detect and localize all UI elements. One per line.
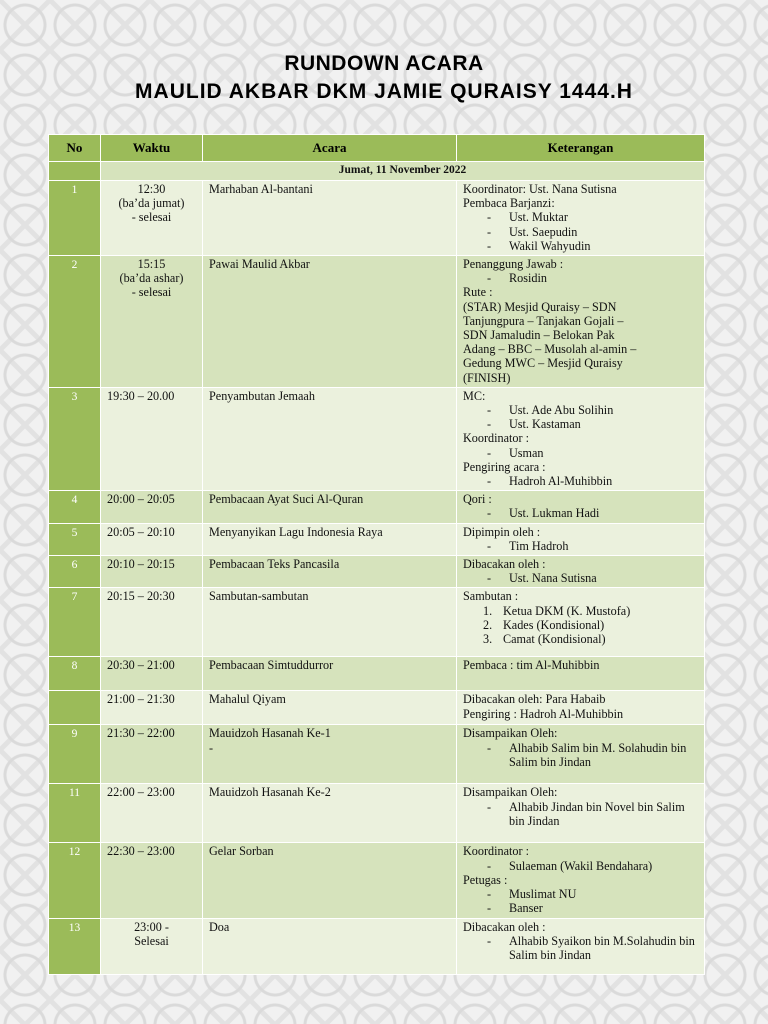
table-row — [49, 387, 705, 490]
keterangan-list-item — [463, 604, 698, 618]
row-number: 13 — [49, 918, 101, 974]
waktu-line: 20:15 – 20:30 — [107, 589, 175, 604]
row-waktu — [101, 491, 203, 523]
waktu-line: 20:30 – 21:00 — [107, 658, 175, 673]
list-number: 3. — [483, 632, 493, 647]
waktu-line: (ba’da ashar) — [119, 271, 184, 286]
row-keterangan — [457, 523, 705, 555]
keterangan-list-item — [463, 934, 698, 962]
document-subtitle: MAULID AKBAR DKM JAMIE QURAISY 1444.H — [135, 80, 633, 103]
row-waktu — [101, 657, 203, 691]
row-acara — [203, 523, 457, 555]
table-row — [49, 556, 705, 588]
keterangan-line: Pembaca Barjanzi: — [463, 196, 555, 211]
row-acara — [203, 725, 457, 784]
row-keterangan — [457, 657, 705, 691]
table-row — [49, 918, 705, 974]
waktu-line: 19:30 – 20.00 — [107, 388, 175, 403]
table-row — [49, 256, 705, 388]
keterangan-list-item — [463, 632, 698, 646]
keterangan-line: Koordinator : — [463, 431, 530, 446]
row-keterangan — [457, 256, 705, 388]
keterangan-line: Dibacakan oleh: Para Habaib — [463, 692, 606, 707]
acara-line: Mahalul Qiyam — [209, 692, 286, 707]
list-item-text: Sulaeman (Wakil Bendahara) — [509, 858, 653, 873]
row-waktu — [101, 387, 203, 490]
list-item-text: Hadroh Al-Muhibbin — [509, 474, 613, 489]
table-row — [49, 491, 705, 523]
row-waktu — [101, 725, 203, 784]
row-acara — [203, 491, 457, 523]
row-number: 6 — [49, 556, 101, 588]
row-waktu — [101, 691, 203, 725]
event-date: Jumat, 11 November 2022 — [101, 162, 705, 181]
bullet-dash: - — [487, 403, 492, 418]
row-number — [49, 691, 101, 725]
keterangan-list-item — [463, 225, 698, 239]
list-item-text: Banser — [509, 901, 543, 916]
waktu-line: 20:00 – 20:05 — [107, 492, 175, 507]
acara-line: Gelar Sorban — [209, 844, 274, 859]
row-acara — [203, 387, 457, 490]
keterangan-line: MC: — [463, 388, 486, 403]
bullet-dash: - — [487, 271, 492, 286]
keterangan-list-item — [463, 618, 698, 632]
list-item-text: Ust. Nana Sutisna — [509, 571, 597, 586]
row-keterangan — [457, 556, 705, 588]
date-row-no-cell — [49, 162, 101, 181]
row-keterangan — [457, 725, 705, 784]
row-acara — [203, 556, 457, 588]
row-keterangan — [457, 491, 705, 523]
keterangan-list-item — [463, 210, 698, 224]
list-item-text: Ust. Ade Abu Solihin — [509, 403, 614, 418]
keterangan-list-item — [463, 571, 698, 585]
table-row — [49, 523, 705, 555]
keterangan-line: Penanggung Jawab : — [463, 257, 564, 272]
row-keterangan — [457, 918, 705, 974]
acara-line: Sambutan-sambutan — [209, 589, 309, 604]
row-waktu — [101, 588, 203, 657]
list-item-text: Ketua DKM (K. Mustofa) — [503, 603, 631, 618]
acara-line: Penyambutan Jemaah — [209, 388, 315, 403]
table-header-row — [49, 135, 705, 162]
row-keterangan — [457, 843, 705, 918]
document-title: RUNDOWN ACARA — [284, 52, 484, 75]
list-item-text: Ust. Saepudin — [509, 224, 578, 239]
row-waktu — [101, 784, 203, 843]
acara-line: Pawai Maulid Akbar — [209, 257, 310, 272]
keterangan-list-item — [463, 446, 698, 460]
table-row — [49, 691, 705, 725]
list-item-text: Usman — [509, 445, 544, 460]
keterangan-list-item — [463, 901, 698, 915]
row-number: 1 — [49, 181, 101, 256]
row-keterangan — [457, 588, 705, 657]
keterangan-line: Sambutan : — [463, 589, 519, 604]
keterangan-line: Disampaikan Oleh: — [463, 785, 558, 800]
row-number: 8 — [49, 657, 101, 691]
row-acara — [203, 588, 457, 657]
row-keterangan — [457, 784, 705, 843]
row-waktu — [101, 556, 203, 588]
acara-line: Menyanyikan Lagu Indonesia Raya — [209, 524, 383, 539]
row-keterangan — [457, 691, 705, 725]
acara-line: Pembacaan Simtuddurror — [209, 658, 334, 673]
keterangan-line: Dibacakan oleh : — [463, 557, 546, 572]
list-item-text: Ust. Lukman Hadi — [509, 506, 600, 521]
keterangan-line: Gedung MWC – Mesjid Quraisy — [463, 356, 623, 371]
table-row — [49, 181, 705, 256]
bullet-dash: - — [487, 224, 492, 239]
list-item-text: Alhabib Jindan bin Novel bin Salim bin Jindan — [509, 799, 685, 828]
table-row — [49, 657, 705, 691]
list-item-text: Kades (Kondisional) — [503, 617, 605, 632]
keterangan-list-item — [463, 403, 698, 417]
acara-line: - — [209, 740, 214, 755]
row-acara — [203, 657, 457, 691]
acara-line: Pembacaan Ayat Suci Al-Quran — [209, 492, 364, 507]
waktu-line: 23:00 - — [134, 919, 169, 934]
keterangan-list-item — [463, 474, 698, 488]
table-row — [49, 588, 705, 657]
list-item-text: Alhabib Salim bin M. Solahudin bin Salim bin Jindan — [509, 740, 687, 769]
keterangan-line: (FINISH) — [463, 370, 511, 385]
bullet-dash: - — [487, 740, 492, 755]
bullet-dash: - — [487, 901, 492, 916]
waktu-line: 22:00 – 23:00 — [107, 785, 175, 800]
acara-line: Marhaban Al-bantani — [209, 182, 313, 196]
keterangan-list-item — [463, 859, 698, 873]
bullet-dash: - — [487, 571, 492, 586]
keterangan-list-item — [463, 539, 698, 553]
bullet-dash: - — [487, 887, 492, 902]
keterangan-list-item — [463, 239, 698, 253]
keterangan-line: Pembaca : tim Al-Muhibbin — [463, 658, 600, 673]
row-acara — [203, 784, 457, 843]
keterangan-list-item — [463, 506, 698, 520]
header-no: No — [49, 135, 101, 162]
keterangan-list-item — [463, 800, 698, 828]
table-row — [49, 725, 705, 784]
waktu-line: (ba’da jumat) — [118, 196, 185, 211]
keterangan-line: Dibacakan oleh : — [463, 919, 546, 934]
keterangan-line: Koordinator : — [463, 844, 530, 859]
row-keterangan — [457, 181, 705, 256]
waktu-line: - selesai — [131, 285, 172, 300]
row-acara — [203, 691, 457, 725]
row-number: 11 — [49, 784, 101, 843]
row-waktu — [101, 181, 203, 256]
row-number: 9 — [49, 725, 101, 784]
waktu-line: 22:30 – 23:00 — [107, 844, 175, 859]
acara-line: Mauidzoh Hasanah Ke-2 — [209, 785, 331, 800]
list-number: 1. — [483, 603, 493, 618]
table-row — [49, 843, 705, 918]
list-item-text: Tim Hadroh — [509, 538, 569, 553]
list-item-text: Camat (Kondisional) — [503, 632, 606, 647]
bullet-dash: - — [487, 933, 492, 948]
keterangan-line: Dipimpin oleh : — [463, 524, 541, 539]
list-number: 2. — [483, 617, 493, 632]
bullet-dash: - — [487, 538, 492, 553]
row-acara — [203, 918, 457, 974]
keterangan-line: Tanjungpura – Tanjakan Gojali – — [463, 313, 624, 328]
list-item-text: Muslimat NU — [509, 887, 577, 902]
keterangan-line: Pengiring : Hadroh Al-Muhibbin — [463, 706, 624, 721]
bullet-dash: - — [487, 799, 492, 814]
table-row — [49, 784, 705, 843]
waktu-line: 12:30 — [137, 182, 166, 196]
row-waktu — [101, 523, 203, 555]
waktu-line: - selesai — [131, 210, 172, 225]
header-keterangan: Keterangan — [457, 135, 705, 162]
row-waktu — [101, 843, 203, 918]
bullet-dash: - — [487, 858, 492, 873]
acara-line: Pembacaan Teks Pancasila — [209, 557, 340, 572]
row-number: 3 — [49, 387, 101, 490]
bullet-dash: - — [487, 417, 492, 432]
list-item-text: Wakil Wahyudin — [509, 238, 591, 253]
keterangan-line: Petugas : — [463, 872, 508, 887]
bullet-dash: - — [487, 506, 492, 521]
keterangan-line: Qori : — [463, 492, 492, 507]
waktu-line: 21:30 – 22:00 — [107, 726, 175, 741]
row-number: 2 — [49, 256, 101, 388]
bullet-dash: - — [487, 474, 492, 489]
keterangan-line: Adang – BBC – Musolah al-amin – — [463, 342, 637, 357]
waktu-line: 20:10 – 20:15 — [107, 557, 175, 572]
keterangan-line: SDN Jamaludin – Belokan Pak — [463, 328, 615, 343]
bullet-dash: - — [487, 210, 492, 225]
acara-line: Mauidzoh Hasanah Ke-1 — [209, 726, 331, 741]
row-acara — [203, 256, 457, 388]
keterangan-line: Rute : — [463, 285, 493, 300]
keterangan-line: (STAR) Mesjid Quraisy – SDN — [463, 299, 617, 314]
header-acara: Acara — [203, 135, 457, 162]
list-item-text: Rosidin — [509, 271, 547, 286]
row-number: 4 — [49, 491, 101, 523]
keterangan-list-item — [463, 271, 698, 285]
acara-line: Doa — [209, 919, 230, 934]
keterangan-line: Pengiring acara : — [463, 459, 546, 474]
keterangan-line: Koordinator: Ust. Nana Sutisna — [463, 182, 617, 196]
list-item-text: Ust. Kastaman — [509, 417, 581, 432]
row-keterangan — [457, 387, 705, 490]
bullet-dash: - — [487, 238, 492, 253]
keterangan-list-item — [463, 741, 698, 769]
header-waktu: Waktu — [101, 135, 203, 162]
keterangan-list-item — [463, 417, 698, 431]
date-row — [49, 162, 705, 181]
row-acara — [203, 843, 457, 918]
waktu-line: 20:05 – 20:10 — [107, 524, 175, 539]
list-item-text: Alhabib Syaikon bin M.Solahudin bin Salim bin Jindan — [509, 933, 695, 962]
waktu-line: Selesai — [134, 933, 169, 948]
waktu-line: 15:15 — [137, 257, 166, 272]
row-acara — [203, 181, 457, 256]
bullet-dash: - — [487, 445, 492, 460]
keterangan-line: Disampaikan Oleh: — [463, 726, 558, 741]
list-item-text: Ust. Muktar — [509, 210, 568, 225]
row-number: 12 — [49, 843, 101, 918]
rundown-table — [48, 134, 705, 975]
row-waktu — [101, 918, 203, 974]
waktu-line: 21:00 – 21:30 — [107, 692, 175, 707]
row-number: 5 — [49, 523, 101, 555]
row-waktu — [101, 256, 203, 388]
keterangan-list-item — [463, 887, 698, 901]
row-number: 7 — [49, 588, 101, 657]
